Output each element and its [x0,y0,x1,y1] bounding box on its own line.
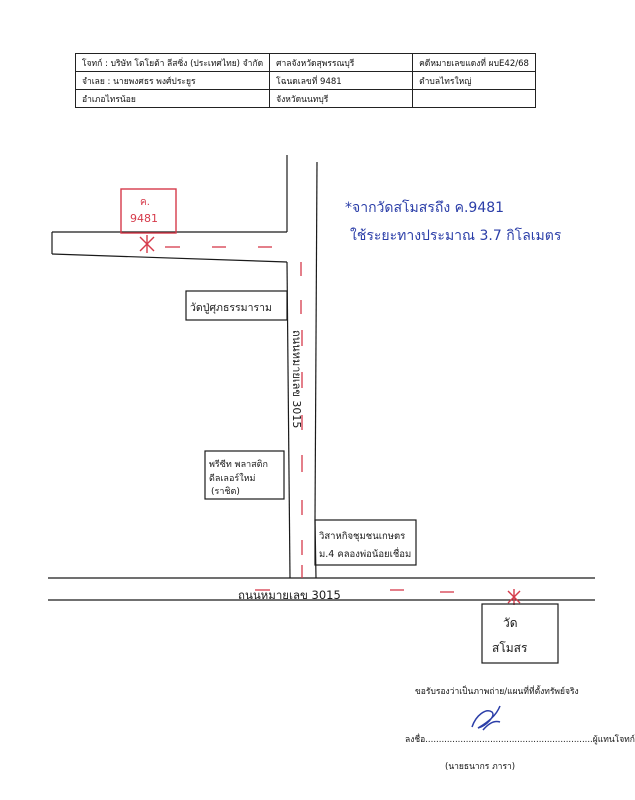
parcel-label-line2: 9481 [130,212,158,225]
side-road-label: ถนนหมายเลข 3015 [290,330,303,429]
signature-mark [472,706,500,730]
distance-note-line1: *จากวัดสโมสรถึง ค.9481 [345,200,505,216]
shop-label-line3: (ราชิต) [211,487,240,497]
signature-line [405,732,635,746]
signer-name: (นายธนากร ภารา) [445,762,516,772]
parcel-9481-box [121,189,176,233]
temple-upper-label: วัดปู่ศุภธรรมาราม [190,302,272,314]
parcel-marker-icon [140,235,154,253]
title-deed-cell: โฉนดเลขที่ 9481 [270,72,413,90]
plaintiff-cell: โจทก์ : บริษัท โตโยต้า ลีสซิ่ง (ประเทศไทย) จำกัด [76,54,270,72]
agri-label-line2: ม.4 คลองพ่อน้อยเชื่อม [319,549,412,560]
subdistrict-cell: ตำบลไทรใหญ่ [413,72,536,90]
temple-marker-icon [508,589,520,605]
case-number-cell: คดีหมายเลขแดงที่ ผบE42/68 [413,54,536,72]
district-cell: อำเภอไทรน้อย [76,90,270,108]
sign-dots: .............................................................. [425,735,593,745]
province-cell: จังหวัดนนทบุรี [270,90,413,108]
shop-label-line1: พรีซีท พลาสติก [209,460,268,470]
agri-label-line1: วิสาหกิจชุมชนเกษตร [319,531,406,542]
temple-lower-label-line1: วัด [503,616,518,630]
sign-suffix: ผู้แทนโจทก์ [592,735,635,745]
parcel-label-line1: ค. [140,197,150,208]
defendant-cell: จำเลย : นายพงศธร พงศ์ประยูร [76,72,270,90]
road-edge [52,254,287,262]
court-cell: ศาลจังหวัดสุพรรณบุรี [270,54,413,72]
road-edge [315,162,317,520]
distance-note-line2: ใช้ระยะทางประมาณ 3.7 กิโลเมตร [350,228,562,244]
main-road-label: ถนนหมายเลข 3015 [238,588,341,602]
road-centerline [165,247,454,592]
shop-label-line2: ดีลเลอร์ใหม่ [209,474,256,484]
sign-prefix: ลงชื่อ [405,735,426,745]
certify-text: ขอรับรองว่าเป็นภาพถ่าย/แผนที่ที่ตั้งทรัพย์จริง [415,687,579,697]
temple-lower-label-line2: สโมสร [492,641,528,655]
